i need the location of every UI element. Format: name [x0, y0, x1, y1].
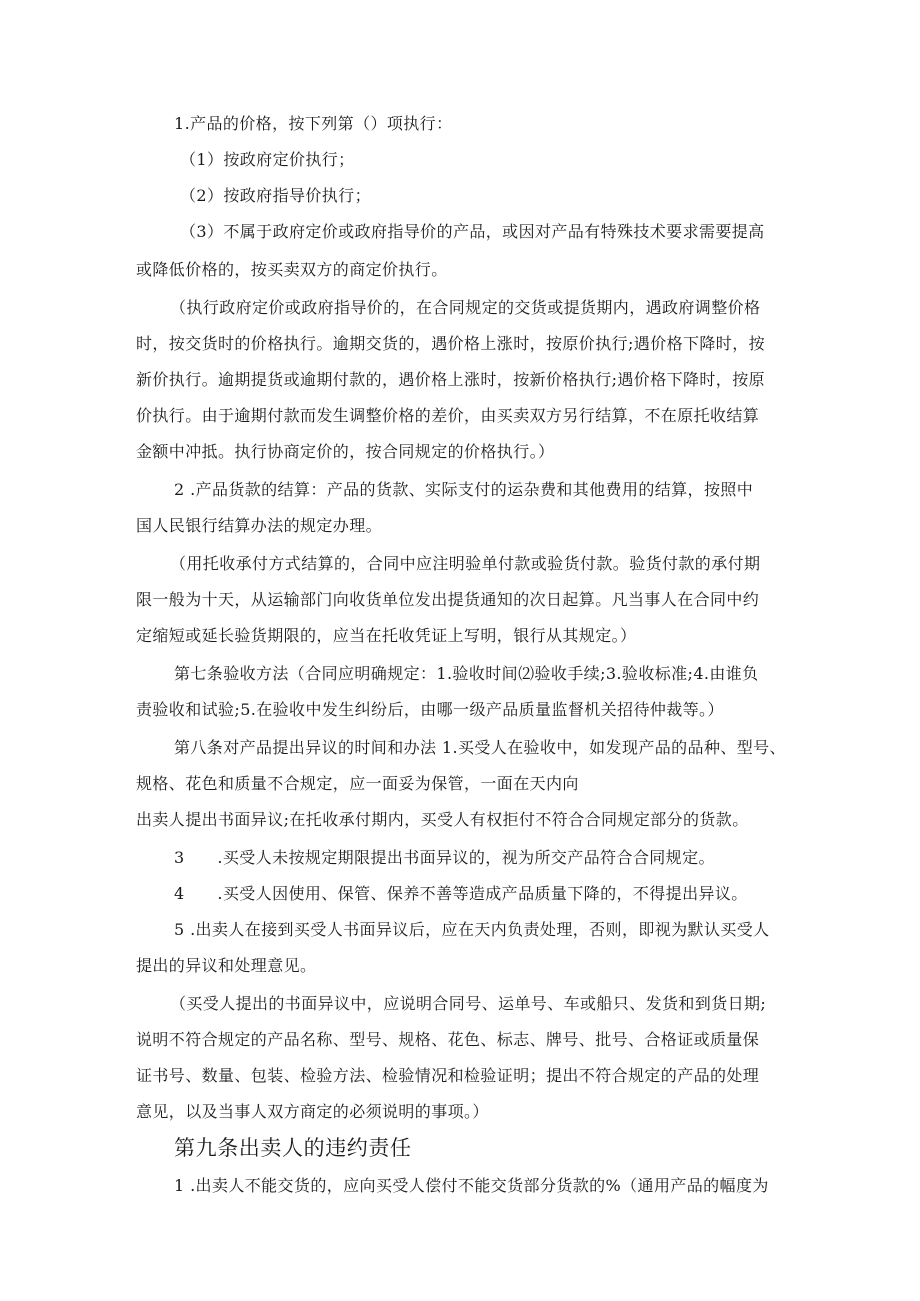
settlement-line-1: 2 .产品货款的结算：产品的货款、实际支付的运杂费和其他费用的结算，按照中	[174, 480, 754, 499]
objection-note-line-3: 证书号、数量、包装、检验方法、检验情况和检验证明；提出不符合规定的产品的处理	[136, 1066, 760, 1085]
price-note-line-2: 时，按交货时的价格执行。逾期交货的，遇价格上涨时，按原价执行;遇价格下降时，按	[136, 334, 765, 353]
article-7-line-2: 责验收和试验;5.在验收中发生纠纷后，由哪一级产品质量监督机关招待仲裁等。）	[136, 700, 724, 719]
price-note-line-1: （执行政府定价或政府指导价的，在合同规定的交货或提货期内，遇政府调整价格	[170, 298, 761, 317]
objection-note-line-2: 说明不符合规定的产品名称、型号、规格、花色、标志、牌号、批号、合格证或质量保	[136, 1030, 760, 1049]
price-note-line-4: 价执行。由于逾期付款而发生调整价格的差价，由买卖双方另行结算，不在原托收结算	[136, 406, 760, 425]
settlement-note-line-1: （用托收承付方式结算的，合同中应注明验单付款或验货付款。验货付款的承付期	[170, 554, 761, 573]
settlement-note-line-3: 定缩短或延长验货期限的，应当在托收凭证上写明，银行从其规定。）	[136, 626, 637, 645]
article-8-item-3: 3 .买受人未按规定期限提出书面异议的，视为所交产品符合合同规定。	[174, 848, 715, 867]
article-8-line-1: 第八条对产品提出异议的时间和办法 1.买受人在验收中，如发现产品的品种、型号、	[174, 738, 786, 757]
article-9-heading: 第九条出卖人的违约责任	[174, 1136, 412, 1160]
article-8-line-3: 出卖人提出书面异议;在托收承付期内，买受人有权拒付不符合合同规定部分的货款。	[136, 810, 749, 829]
article-8-item-4: 4 .买受人因使用、保管、保养不善等造成产品质量下降的，不得提出异议。	[174, 884, 748, 903]
objection-note-line-1: （买受人提出的书面异议中，应说明合同号、运单号、车或船只、发货和到货日期;	[170, 994, 767, 1013]
article-8-item-5-line-2: 提出的异议和处理意见。	[136, 956, 317, 975]
settlement-line-2: 国人民银行结算办法的规定办理。	[136, 516, 383, 535]
price-option-3-line-1: （3）不属于政府定价或政府指导价的产品，或因对产品有特殊技术要求需要提高	[180, 222, 765, 241]
price-note-line-3: 新价执行。逾期提货或逾期付款的，遇价格上涨时，按新价格执行;遇价格下降时，按原	[136, 370, 765, 389]
price-note-line-5: 金额中冲抵。执行协商定价的，按合同规定的价格执行。）	[136, 442, 555, 461]
price-option-2: （2）按政府指导价执行；	[180, 186, 371, 205]
article-8-line-2: 规格、花色和质量不合规定，应一面妥为保管，一面在天内向	[136, 774, 579, 793]
article-9-item-1: 1 .出卖人不能交货的，应向买受人偿付不能交货部分货款的%（通用产品的幅度为	[174, 1176, 769, 1195]
article-7-line-1: 第七条验收方法（合同应明确规定：1.验收时间⑵验收手续;3.验收标准;4.由谁负	[174, 664, 759, 683]
objection-note-line-4: 意见，以及当事人双方商定的必须说明的事项。）	[136, 1102, 489, 1121]
settlement-note-line-2: 限一般为十天，从运输部门向收货单位发出提货通知的次日起算。凡当事人在合同中约	[136, 590, 760, 609]
clause-price-item: 1.产品的价格，按下列第（）项执行：	[174, 114, 453, 133]
price-option-1: （1）按政府定价执行；	[180, 150, 355, 169]
article-8-item-5-line-1: 5 .出卖人在接到买受人书面异议后，应在天内负责处理，否则，即视为默认买受人	[174, 920, 770, 939]
price-option-3-line-2: 或降低价格的，按买卖双方的商定价执行。	[136, 260, 448, 279]
